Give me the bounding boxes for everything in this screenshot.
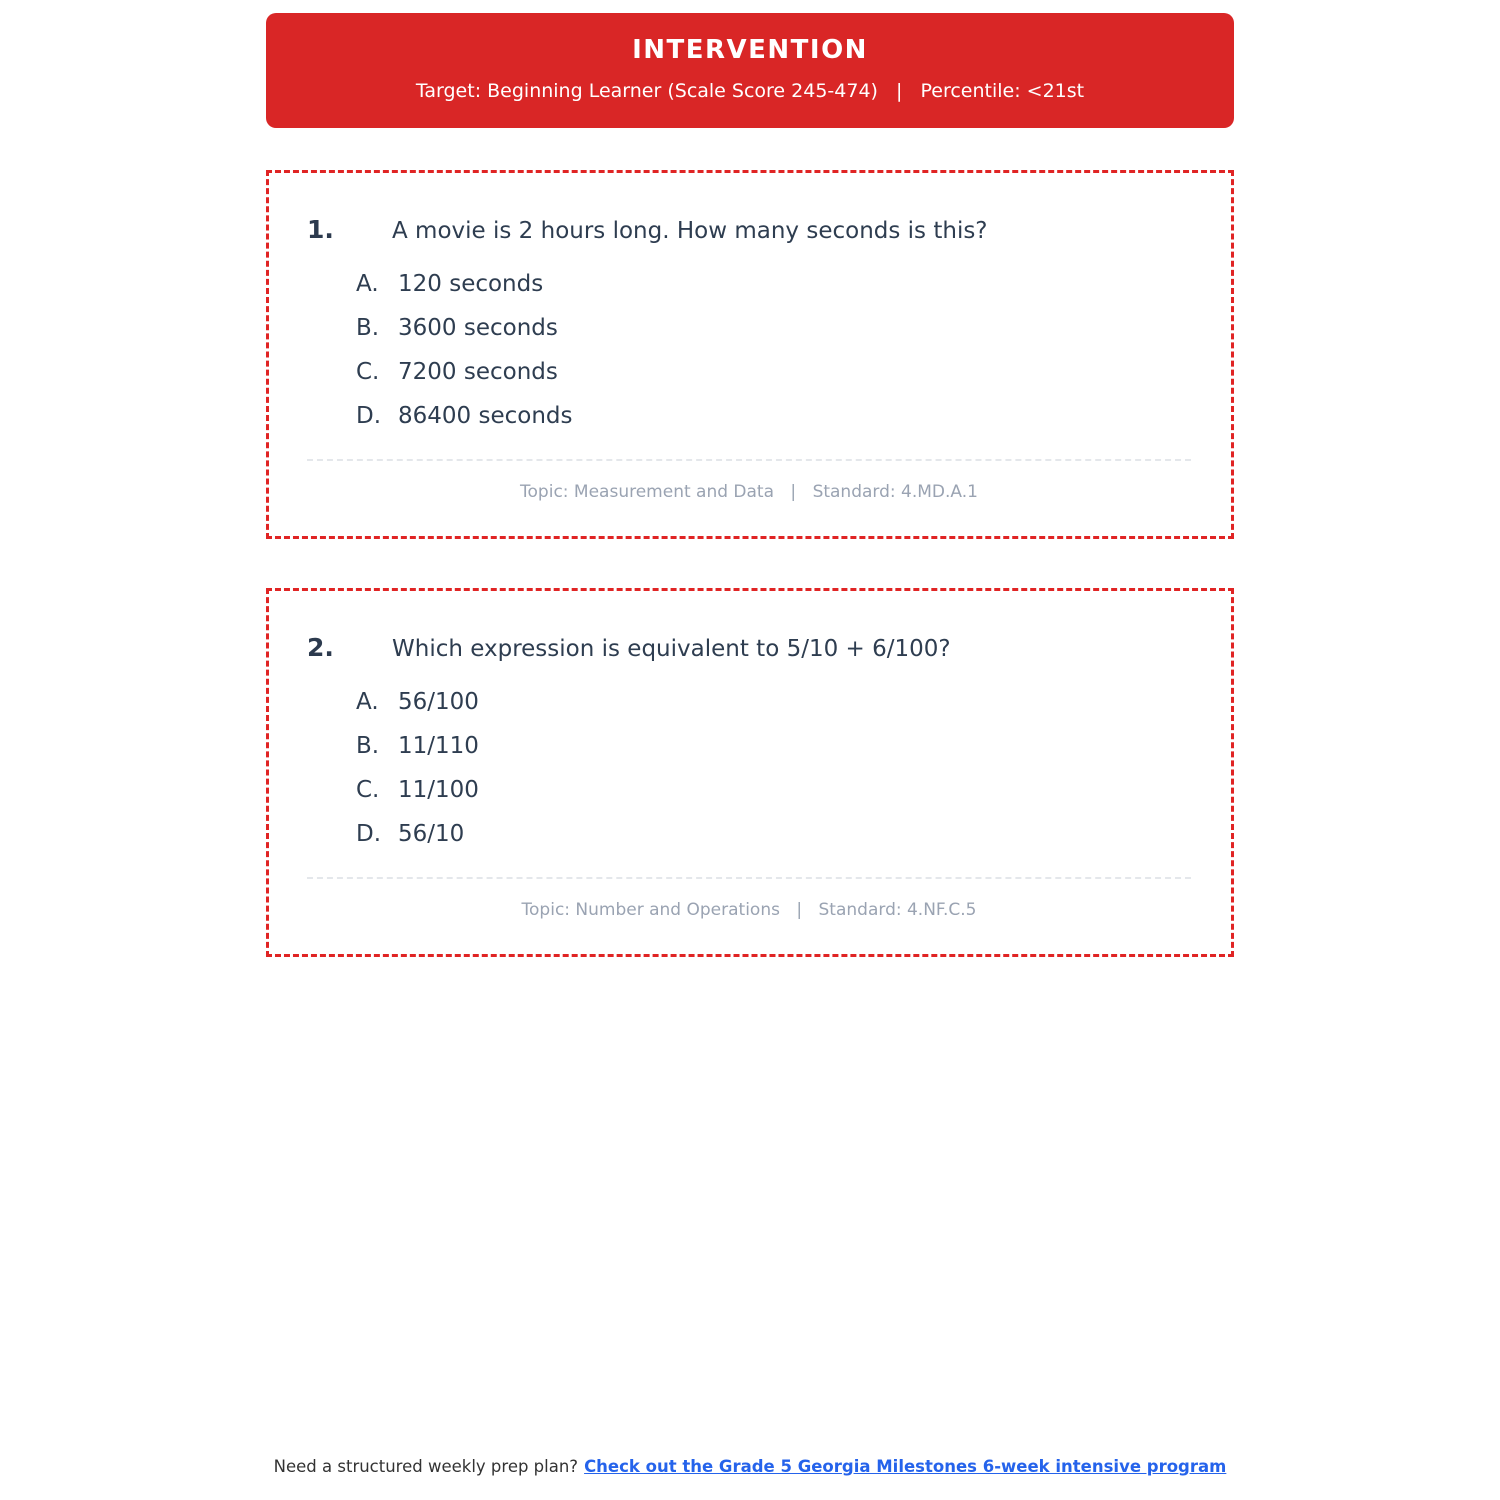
option-text: 11/110 <box>398 733 479 759</box>
worksheet-page <box>266 0 1234 957</box>
option-letter: A. <box>356 689 379 715</box>
card-divider <box>307 459 1191 461</box>
options-list <box>307 271 1191 429</box>
topic-standard-row <box>307 482 1191 502</box>
question-number: 1. <box>307 215 334 244</box>
option-text: 7200 seconds <box>398 359 558 385</box>
option-c <box>307 777 1191 803</box>
question-row <box>307 215 1191 244</box>
option-b <box>307 733 1191 759</box>
option-text: 120 seconds <box>398 271 544 297</box>
options-list <box>307 689 1191 847</box>
subtitle-separator: | <box>896 80 903 102</box>
program-link[interactable]: Check out the Grade 5 Georgia Milestones 6-week intensive program <box>584 1457 1227 1476</box>
option-text: 86400 seconds <box>398 403 573 429</box>
banner-subtitle <box>286 80 1214 102</box>
option-letter: D. <box>356 821 382 847</box>
question-number: 2. <box>307 633 334 662</box>
option-letter: C. <box>356 359 380 385</box>
card-divider <box>307 877 1191 879</box>
question-card-2 <box>266 588 1234 957</box>
question-card-1 <box>266 170 1234 539</box>
page-footer <box>0 1457 1500 1476</box>
banner-title: INTERVENTION <box>632 35 868 65</box>
option-c <box>307 359 1191 385</box>
topic-label: Topic: Number and Operations <box>521 900 780 920</box>
topic-separator: | <box>790 482 797 502</box>
option-text: 56/100 <box>398 689 479 715</box>
question-row <box>307 633 1191 662</box>
target-label: Target: Beginning Learner (Scale Score 245-474) <box>415 80 878 102</box>
standard-label: Standard: 4.NF.C.5 <box>818 900 977 920</box>
footer-prompt: Need a structured weekly prep plan? <box>273 1457 579 1476</box>
option-letter: C. <box>356 777 380 803</box>
option-d <box>307 403 1191 429</box>
percentile-label: Percentile: <21st <box>920 80 1085 102</box>
topic-standard-row <box>307 900 1191 920</box>
option-text: 56/10 <box>398 821 465 847</box>
option-a <box>307 271 1191 297</box>
question-text: Which expression is equivalent to 5/10 + 6/100? <box>392 636 951 662</box>
standard-label: Standard: 4.MD.A.1 <box>812 482 978 502</box>
option-letter: D. <box>356 403 382 429</box>
question-text: A movie is 2 hours long. How many seconds is this? <box>392 218 988 244</box>
intervention-banner <box>266 13 1234 128</box>
option-letter: B. <box>356 315 380 341</box>
option-text: 11/100 <box>398 777 479 803</box>
option-d <box>307 821 1191 847</box>
option-text: 3600 seconds <box>398 315 558 341</box>
option-a <box>307 689 1191 715</box>
topic-label: Topic: Measurement and Data <box>520 482 775 502</box>
option-b <box>307 315 1191 341</box>
topic-separator: | <box>796 900 803 920</box>
option-letter: A. <box>356 271 379 297</box>
option-letter: B. <box>356 733 380 759</box>
